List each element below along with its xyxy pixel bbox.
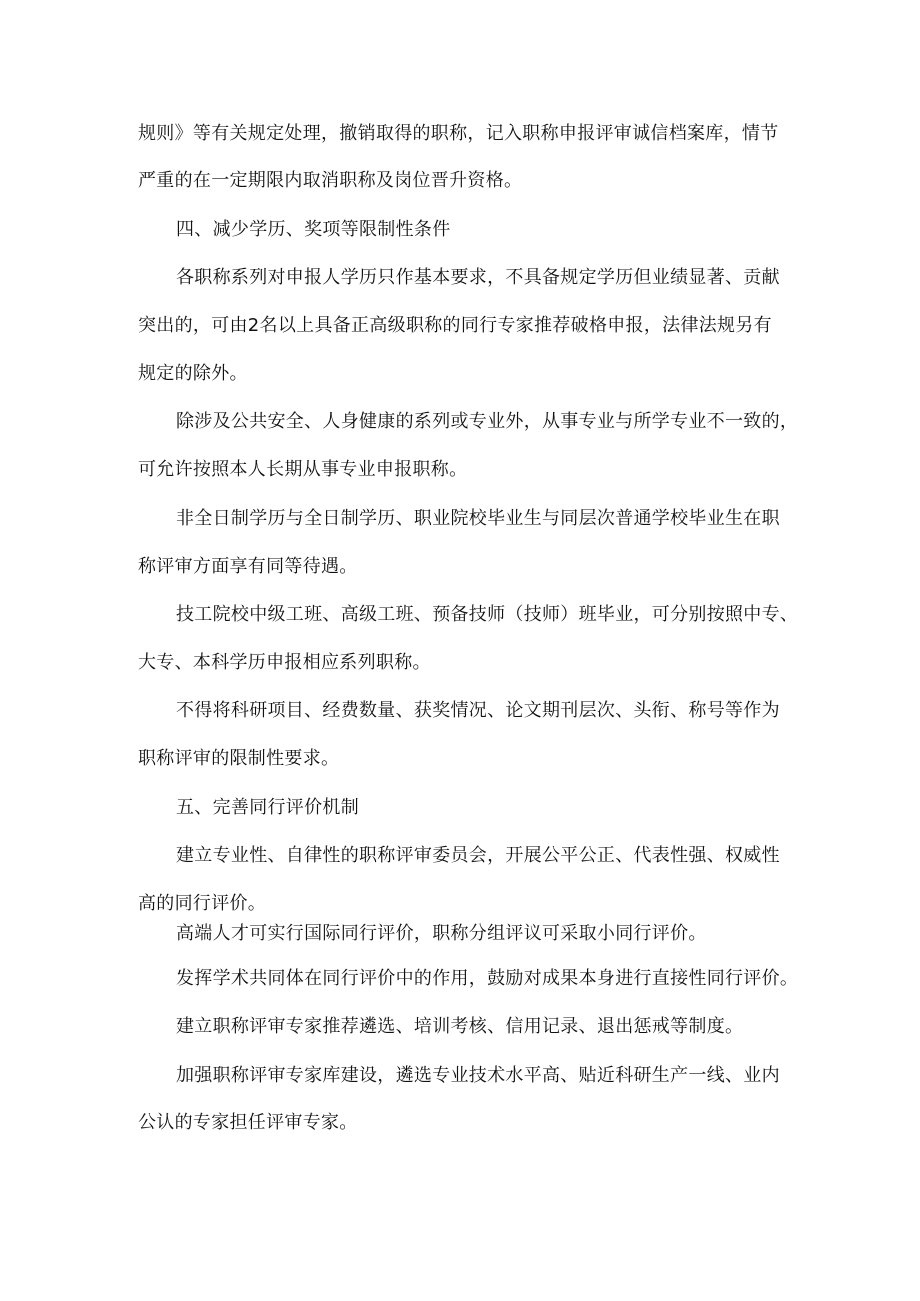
text-line: 规则》等有关规定处理，撤销取得的职称，记入职称申报评审诚信档案库，情节 [138, 123, 779, 144]
text-line: 可允许按照本人长期从事专业申报职称。 [138, 459, 468, 480]
text-line: 技工院校中级工班、高级工班、预备技师（技师）班毕业，可分别按照中专、 [176, 604, 799, 625]
text-line: 大专、本科学历申报相应系列职称。 [138, 652, 431, 673]
text-line: 不得将科研项目、经费数量、获奖情况、论文期刊层次、头衔、称号等作为 [176, 700, 780, 721]
text-line: 突出的，可由2名以上具备正高级职称的同行专家推荐破格申报，法律法规另有 [138, 315, 772, 336]
text-line: 建立职称评审专家推荐遴选、培训考核、信用记录、退出惩戒等制度。 [176, 1016, 744, 1037]
text-line: 除涉及公共安全、人身健康的系列或专业外，从事专业与所学专业不一致的， [176, 411, 799, 432]
text-line: 称评审方面享有同等待遇。 [138, 556, 358, 577]
text-line: 非全日制学历与全日制学历、职业院校毕业生与同层次普通学校毕业生在职 [176, 508, 780, 529]
text-line: 建立专业性、自律性的职称评审委员会，开展公平公正、代表性强、权威性 [176, 845, 780, 866]
text-line: 严重的在一定期限内取消职称及岗位晋升资格。 [138, 170, 523, 191]
text-line: 发挥学术共同体在同行评价中的作用，鼓励对成果本身进行直接性同行评价。 [176, 968, 799, 989]
text-line: 职称评审的限制性要求。 [138, 748, 340, 769]
text-line: 高的同行评价。 [138, 893, 267, 914]
text-line: 加强职称评审专家库建设，遴选专业技术水平高、贴近科研生产一线、业内 [176, 1065, 780, 1086]
text-line: 高端人才可实行国际同行评价，职称分组评议可采取小同行评价。 [176, 923, 707, 944]
text-line: 规定的除外。 [138, 363, 248, 384]
section-heading: 四、减少学历、奖项等限制性条件 [176, 219, 451, 240]
text-line: 公认的专家担任评审专家。 [138, 1112, 358, 1133]
section-heading: 五、完善同行评价机制 [176, 797, 359, 818]
text-line: 各职称系列对申报人学历只作基本要求，不具备规定学历但业绩显著、贡献 [176, 267, 780, 288]
